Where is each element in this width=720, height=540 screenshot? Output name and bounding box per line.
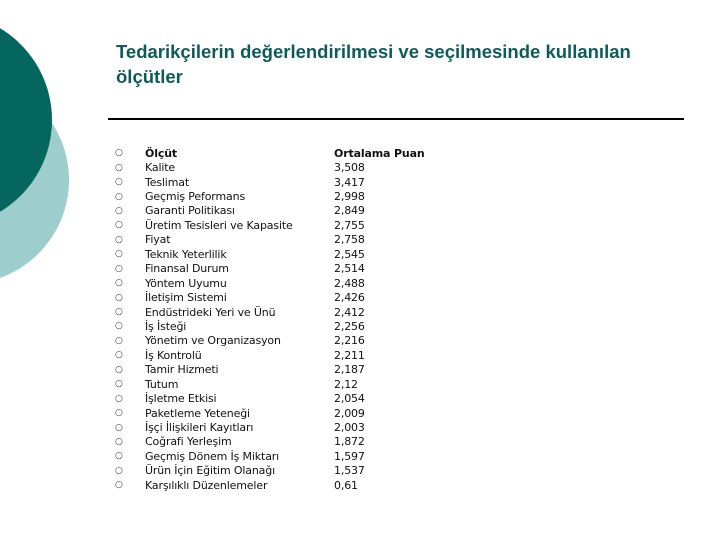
bullet-icon: ○ xyxy=(115,148,123,159)
average-score: 2,412 xyxy=(334,305,365,319)
list-item xyxy=(112,160,512,174)
criterion-name: İş Kontrolü xyxy=(145,348,202,362)
list-header xyxy=(112,146,512,160)
average-score: 2,211 xyxy=(334,348,365,362)
bullet-icon: ○ xyxy=(115,393,123,404)
average-score: 1,872 xyxy=(334,435,365,449)
criterion-name: Fiyat xyxy=(145,233,171,247)
criterion-name: Ürün İçin Eğitim Olanağı xyxy=(145,464,276,478)
list-item xyxy=(112,319,512,333)
bullet-icon: ○ xyxy=(115,249,123,260)
list-item xyxy=(112,449,512,463)
list-item xyxy=(112,189,512,203)
criterion-name: Tutum xyxy=(145,377,179,391)
bullet-icon: ○ xyxy=(115,422,123,433)
bullet-icon: ○ xyxy=(115,177,123,188)
average-score: 2,256 xyxy=(334,319,365,333)
list-item xyxy=(112,363,512,377)
criterion-name: Üretim Tesisleri ve Kapasite xyxy=(145,218,293,232)
bullet-icon: ○ xyxy=(115,307,123,318)
list-item xyxy=(112,305,512,319)
bullet-icon: ○ xyxy=(115,321,123,332)
header-average-score: Ortalama Puan xyxy=(334,146,425,160)
criterion-name: İş İsteği xyxy=(145,319,187,333)
average-score: 2,755 xyxy=(334,218,365,232)
average-score: 2,426 xyxy=(334,291,365,305)
average-score: 2,009 xyxy=(334,406,365,420)
list-item xyxy=(112,406,512,420)
average-score: 3,508 xyxy=(334,161,365,175)
list-item xyxy=(112,348,512,362)
criterion-name: İletişim Sistemi xyxy=(145,291,227,305)
average-score: 2,545 xyxy=(334,247,365,261)
list-item xyxy=(112,175,512,189)
criterion-name: Geçmiş Dönem İş Miktarı xyxy=(145,449,280,463)
list-item xyxy=(112,262,512,276)
list-item xyxy=(112,435,512,449)
average-score: 2,849 xyxy=(334,204,365,218)
average-score: 2,488 xyxy=(334,276,365,290)
criterion-name: Yöntem Uyumu xyxy=(145,276,227,290)
title-divider xyxy=(108,118,684,120)
bullet-icon: ○ xyxy=(115,191,123,202)
criterion-name: Teknik Yeterlilik xyxy=(145,247,227,261)
bullet-icon: ○ xyxy=(115,436,123,447)
list-item xyxy=(112,377,512,391)
criterion-name: Coğrafi Yerleşim xyxy=(145,435,232,449)
criterion-name: Karşılıklı Düzenlemeler xyxy=(145,478,268,492)
average-score: 3,417 xyxy=(334,175,365,189)
bullet-icon: ○ xyxy=(115,278,123,289)
criterion-name: Paketleme Yeteneği xyxy=(145,406,250,420)
slide-title: Tedarikçilerin değerlendirilmesi ve seçilmesinde kullanılan ölçütler xyxy=(116,41,631,87)
average-score: 1,597 xyxy=(334,449,365,463)
bullet-icon: ○ xyxy=(115,234,123,245)
average-score: 2,216 xyxy=(334,334,365,348)
list-item xyxy=(112,290,512,304)
average-score: 2,187 xyxy=(334,363,365,377)
criteria-list xyxy=(112,146,512,493)
list-item xyxy=(112,334,512,348)
bullet-icon: ○ xyxy=(115,220,123,231)
list-item xyxy=(112,218,512,232)
bullet-icon: ○ xyxy=(115,162,123,173)
criterion-name: Yönetim ve Organizasyon xyxy=(145,334,281,348)
bullet-icon: ○ xyxy=(115,408,123,419)
criterion-name: Endüstrideki Yeri ve Ünü xyxy=(145,305,276,319)
list-item xyxy=(112,420,512,434)
average-score: 2,998 xyxy=(334,190,365,204)
criterion-name: Garanti Politikası xyxy=(145,204,235,218)
average-score: 2,514 xyxy=(334,262,365,276)
criterion-name: Finansal Durum xyxy=(145,262,229,276)
bullet-icon: ○ xyxy=(115,335,123,346)
list-item xyxy=(112,233,512,247)
bullet-icon: ○ xyxy=(115,205,123,216)
criterion-name: Teslimat xyxy=(145,175,190,189)
list-item xyxy=(112,464,512,478)
bullet-icon: ○ xyxy=(115,292,123,303)
average-score: 0,61 xyxy=(334,478,358,492)
average-score: 2,758 xyxy=(334,233,365,247)
bullet-icon: ○ xyxy=(115,364,123,375)
criterion-name: Tamir Hizmeti xyxy=(145,363,219,377)
bullet-icon: ○ xyxy=(115,451,123,462)
bullet-icon: ○ xyxy=(115,480,123,491)
bullet-icon: ○ xyxy=(115,379,123,390)
list-item xyxy=(112,247,512,261)
list-item xyxy=(112,204,512,218)
bullet-icon: ○ xyxy=(115,465,123,476)
header-criterion: Ölçüt xyxy=(145,146,177,160)
list-item xyxy=(112,276,512,290)
average-score: 1,537 xyxy=(334,464,365,478)
criterion-name: İşletme Etkisi xyxy=(145,392,217,406)
decorative-circles xyxy=(0,0,70,285)
list-item xyxy=(112,391,512,405)
list-item xyxy=(112,478,512,492)
average-score: 2,12 xyxy=(334,377,358,391)
bullet-icon: ○ xyxy=(115,350,123,361)
bullet-icon: ○ xyxy=(115,263,123,274)
average-score: 2,054 xyxy=(334,392,365,406)
average-score: 2,003 xyxy=(334,421,365,435)
criterion-name: İşçi İlişkileri Kayıtları xyxy=(145,421,254,435)
criterion-name: Geçmiş Peformans xyxy=(145,190,246,204)
criterion-name: Kalite xyxy=(145,161,176,175)
